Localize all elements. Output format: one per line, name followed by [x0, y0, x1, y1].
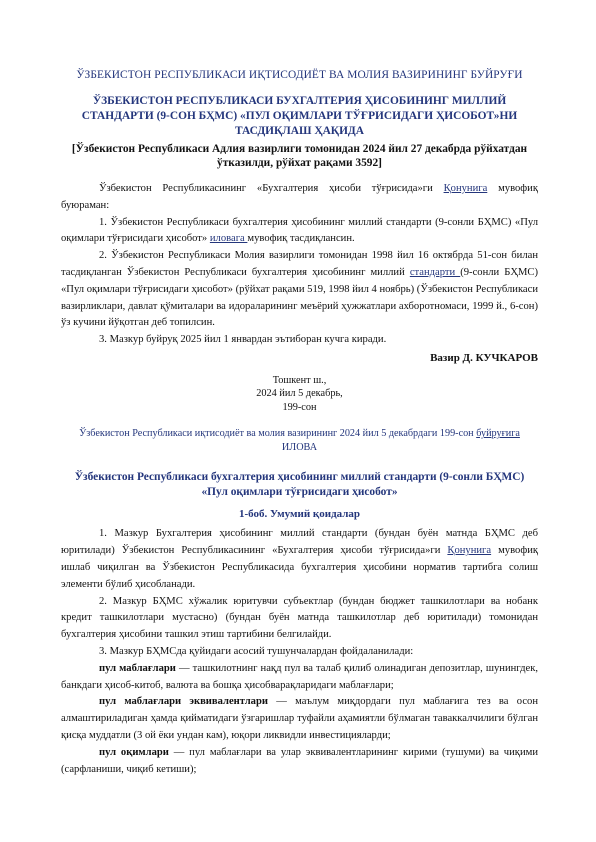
date: 2024 йил 5 декабрь, — [256, 388, 343, 400]
law-link-2[interactable]: Қонунига — [447, 545, 492, 557]
order-number: 199-сон — [282, 401, 317, 413]
item-1-text-end: мувофиқ тасдиқлансин. — [247, 233, 355, 245]
item-2-text-end: (9-сонли БҲМС) «Пул оқимлари тўғрисидаги ҳисобот» (рўйхат рақами 519, 1998 йил 4 ноябрь) (Ўзбекистон Республикаси вазирликлари, давлат қўмиталари ва идораларининг меъёрий ҳужжатлари ахборотномаси, 1999 й., 6-сон) ўз кучини йўқотган деб топилсин. — [61, 266, 538, 329]
preamble-text-end: мувофиқ буюраман: — [61, 183, 538, 211]
definition-text: — ташкилотнинг нақд пул ва талаб қилиб олинадиган депозитлар, шунингдек, банкдаги ҳисоб-китоб, валюта ва бошқа ҳисобварақларидаги маблағлари; — [61, 662, 538, 691]
annex-ref-text: Ўзбекистон Республикаси иқтисодиёт ва молия вазирининг 2024 йил 5 декабрдаги 199-сон — [79, 428, 477, 440]
clause-3: 3. Мазкур БҲМСда қуйидаги асосий тушунчалардан фойдаланилади: — [99, 645, 414, 657]
registration-note: [Ўзбекистон Республикаси Адлия вазирлиги томонидан 2024 йил 27 декабрда рўйхатдан ўтказилди, рўйхат рақами 3592] — [71, 143, 528, 169]
standard-link[interactable]: стандарти — [409, 266, 461, 278]
order-preamble — [61, 181, 538, 215]
place: Тошкент ш., — [272, 374, 327, 386]
definition-term: пул оқимлари — [99, 746, 169, 758]
annex-link[interactable]: иловага — [209, 233, 248, 245]
preamble-text: Ўзбекистон Республикасининг «Бухгалтерия ҳисоби тўғрисида»ги — [99, 183, 444, 194]
order-item-2 — [61, 248, 538, 332]
item-1-text: 1. Ўзбекистон Республикаси бухгалтерия ҳисобининг миллий стандарти (9-сонли БҲМС) «Пул оқимлари тўғрисидаги ҳисобот» — [61, 216, 538, 245]
issuer-heading: ЎЗБЕКИСТОН РЕСПУБЛИКАСИ ИҚТИСОДИЁТ ВА МОЛИЯ ВАЗИРИНИНГ БУЙРУҒИ — [76, 69, 523, 81]
clause-2: 2. Мазкур БҲМС хўжалик юритувчи субъектлар (бундан бюджет ташкилотлари ва нобанк кредит ташкилотлари мустасно) (бундан буён матнда ташкилотлар деб юритилади) томонидан бухгалтерия ҳисобини ташкил этиш тартибини белгилайди. — [61, 595, 538, 641]
standard-title-line-2: «Пул оқимлари тўғрисидаги ҳисобот» — [201, 485, 398, 498]
chapter-heading: 1-боб. Умумий қоидалар — [238, 508, 361, 521]
clause-1-text-end: мувофиқ ишлаб чиқилган ва Ўзбекистон Республикасида бухгалтерия ҳисобини норматив тартибга солиш элементи бўлиб ҳисобланади. — [61, 545, 539, 590]
clause-1-text: 1. Мазкур Бухгалтерия ҳисобининг миллий стандарти (бундан буён матнда БҲМС деб юритилади) Ўзбекистон Республикасининг «Бухгалтерия ҳисоби тўғрисида»ги — [61, 528, 538, 557]
definition-cash-flows — [61, 745, 538, 779]
clause-1 — [61, 526, 538, 593]
definition-term: пул маблағлари — [99, 662, 176, 674]
item-2-text: 2. Ўзбекистон Республикаси Молия вазирлиги томонидан 1998 йил 16 октябрда 51-сон билан тасдиқланган Ўзбекистон Республикаси бухгалтерия ҳисобининг миллий — [61, 250, 538, 278]
document-title: ЎЗБЕКИСТОН РЕСПУБЛИКАСИ БУХГАЛТЕРИЯ ҲИСОБИНИНГ МИЛЛИЙ СТАНДАРТИ (9-СОН БҲМС) «ПУЛ ОҚИМЛАРИ ТЎҒРИСИДАГИ ҲИСОБОТ»НИ ТАСДИҚЛАШ ҲАҚИДА — [81, 95, 518, 137]
standard-title-line-1: Ўзбекистон Республикаси бухгалтерия ҳисобининг миллий стандарти (9-сонли БҲМС) — [74, 471, 525, 484]
order-item-1 — [61, 215, 538, 249]
definition-term: пул маблағлари эквивалентлари — [99, 696, 268, 708]
standard-title — [61, 470, 538, 499]
place-date-block — [61, 374, 538, 414]
annex-reference — [61, 427, 538, 454]
minister-signature: Вазир Д. КУЧКАРОВ — [430, 351, 538, 364]
order-item-3: 3. Мазкур буйруқ 2025 йил 1 январдан эътиборан кучга киради. — [99, 334, 387, 346]
annex-label: ИЛОВА — [281, 441, 318, 453]
definition-cash-equivalents — [61, 694, 538, 744]
definition-text: — маълум миқдордаги пул маблағига тез ва осон алмаштириладиган ҳамда қийматидаги ўзгаришлар туфайли аҳамиятли бўлмаган таваккалчилиги бўлган қисқа муддатли (3 ой ёки ундан кам), юқори ликвидли инвестицияларди; — [61, 696, 538, 741]
definition-cash — [61, 661, 538, 695]
annex-ref-line — [61, 427, 538, 441]
definition-text: — пул маблағлари ва улар эквивалентларининг кирими (тушуми) ва чиқими (сарфланиши, чиқиб кетиши); — [61, 746, 538, 775]
order-link[interactable]: буйруғига — [476, 428, 520, 440]
law-link[interactable]: Қонунига — [443, 183, 488, 194]
